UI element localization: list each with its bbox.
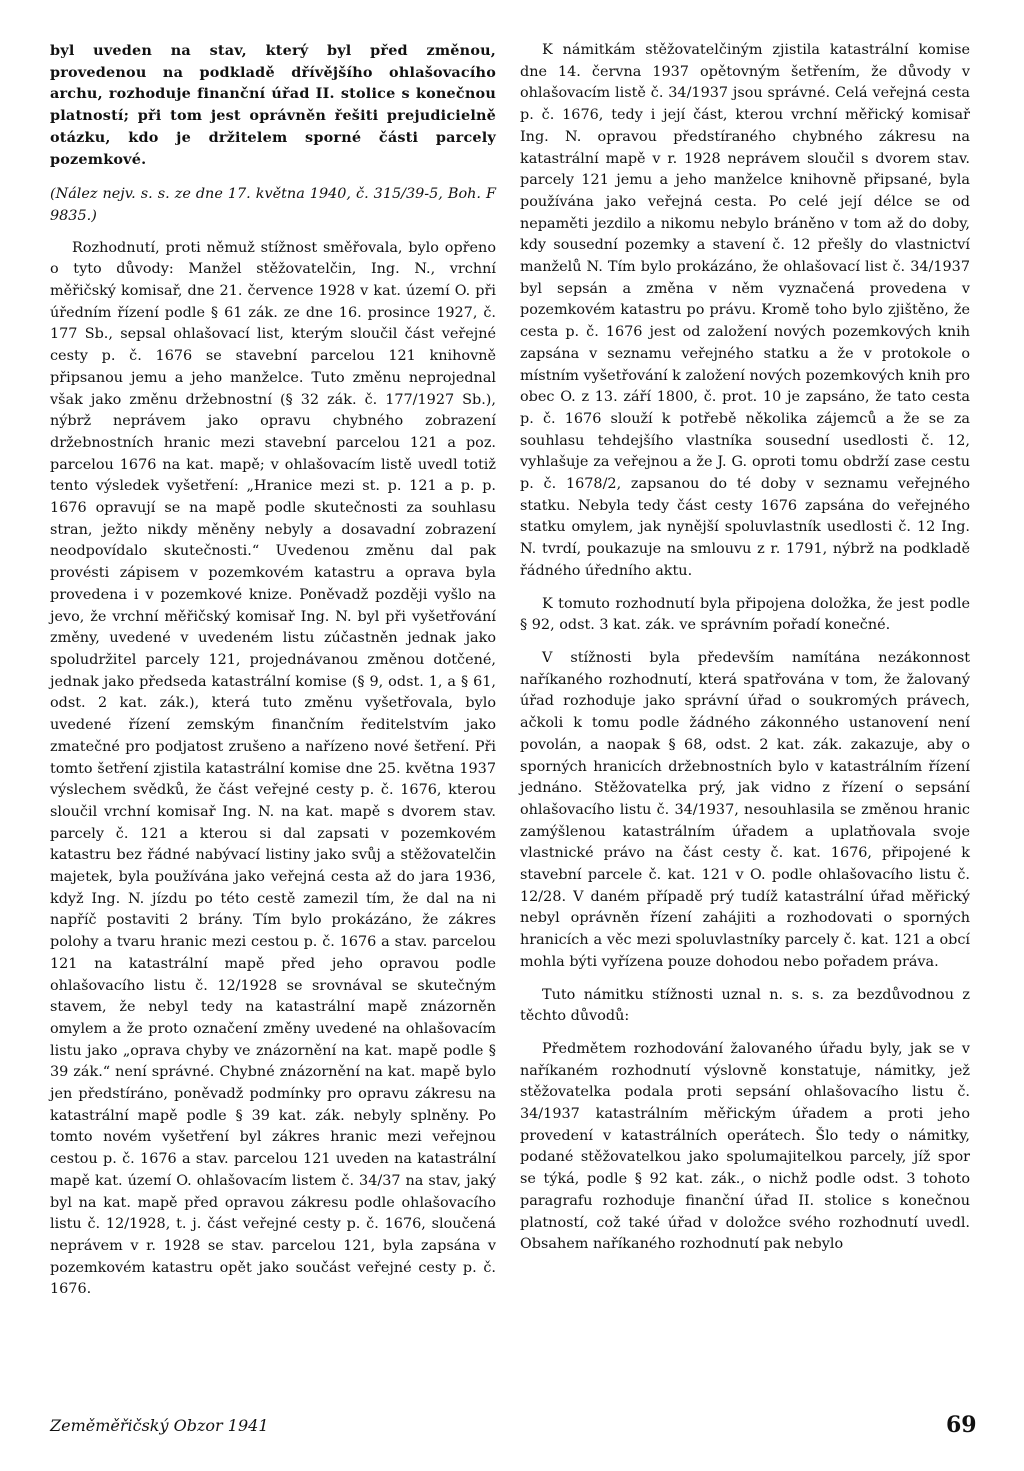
body-paragraph: K námitkám stěžovatelčiným zjistila katastrální komise dne 14. června 1937 opětovným šetřením, že důvody v ohlašovacím listě č. 34/1937 jsou správné. Celá veřejná cesta p. č. 1676, tedy i její část, kterou vrchní měřický komisař Ing. N. opravou předstíraného chybného zákresu na katastrální mapě v r. 1928 neprávem sloučil s dvorem stav. parcely 121 jemu a jeho manželce knihovně připsané, byla používána jako veřejná cesta. Po celé její délce se od nepaměti jezdilo a nikomu nebylo bráněno v tom až do doby, kdy sousední pozemky a stavení č. 12 přešly do vlastnictví manželů N. Tím bylo prokázáno, že ohlašovací list č. 34/1937 byl sepsán a změna v něm vyznačená provedena v pozemkovém katastru po právu. Kromě toho bylo zjištěno, že cesta p. č. 1676 jest od založení nových pozemkových knih zapsána v seznamu veřejného statku a že v protokole o místním vyšetřování k založení nových pozemkových knih pro obec O. z 13. září 1800, č. prot. 10 je zapsáno, že tato cesta p. č. 1676 slouží k potřebě několika zájemců a že se za souhlasu tehdejšího vlastníka sousední usedlosti č. 12, vyhlašuje za veřejnou a že J. G. oproti tomu obdrží zase cestu p. č. 1678/2, zapsanou do té doby v seznamu veřejného statku. Nebyla tedy část cesty 1676 zapsána do veřejného statku omylem, jak nynější spoluvlastník usedlosti č. 12 Ing. N. tvrdí, poukazuje na smlouvu z r. 1791, nýbrž na podkladě řádného úředního aktu. <box>520 42 970 579</box>
ruling-summary: byl uveden na stav, který byl před změnou, provedenou na podkladě dřívějšího ohlašovacího archu, rozhoduje finanční úřad II. stolice s konečnou platností; při tom jest oprávněn řešiti prejudicielně otázku, kdo je držitelem sporné části parcely pozemkové. <box>50 42 496 168</box>
body-paragraph: Tuto námitku stížnosti uznal n. s. s. za bezdůvodnou z těchto důvodů: <box>520 986 970 1025</box>
body-paragraph: Předmětem rozhodování žalovaného úřadu byly, jak se v naříkaném rozhodnutí výslovně konstatuje, námitky, jež stěžovatelka podala proti sepsání ohlašovacího listu č. 34/1937 katastrálním měřickým úřadem a proti jeho provedení v katastrálních operátech. Šlo tedy o námitky, podané stěžovatelkou jako spolumajitelkou parcely, jíž spor se týká, podle § 92 kat. zák., o nichž podle odst. 3 tohoto paragrafu rozhoduje finanční úřad II. stolice s konečnou platností, což také úřad v doložce svého rozhodnutí uvedl. Obsahem naříkaného rozhodnutí pak nebylo <box>520 1040 970 1253</box>
right-column <box>520 40 970 1256</box>
page-number: 69 <box>946 1412 977 1438</box>
citation: (Nález nejv. s. s. ze dne 17. května 1940, č. 315/39-5, Boh. F 9835.) <box>50 186 496 224</box>
body-paragraph: K tomuto rozhodnutí byla připojena doložka, že jest podle § 92, odst. 3 kat. zák. ve správním pořadí konečné. <box>520 595 970 634</box>
body-paragraph: Rozhodnutí, proti němuž stížnost směřovala, bylo opřeno o tyto důvody: Manžel stěžovatelčin, Ing. N., vrchní měřičský komisař, dne 21. července 1928 v kat. území O. při úředním řízení podle § 61 zák. ze dne 16. prosince 1927, č. 177 Sb., sepsal ohlašovací list, kterým sloučil část veřejné cesty p. č. 1676 se stavební parcelou 121 knihovně připsanou jemu a jeho manželce. Tuto změnu neprojednal však jako změnu držebnostní (§ 32 zák. č. 177/1927 Sb.), nýbrž neprávem jako opravu chybného zobrazení držebnostních hranic mezi stavební parcelou 121 a poz. parcelou 1676 na kat. mapě; v ohlašovacím listě uvedl totiž tento výsledek vyšetření: „Hranice mezi st. p. 121 a p. p. 1676 opravují se na mapě podle skutečnosti za souhlasu stran, ježto nikdy měněny nebyly a dosavadní zobrazení neodpovídalo skutečnosti.“ Uvedenou změnu dal pak provésti zápisem v pozemkovém katastru a oprava byla provedena i v pozemkové knize. Poněvadž později vyšlo na jevo, že vrchní měřičský komisař Ing. N. byl při vyšetřování změny, uvedené v uvedeném listu zúčastněn jednak jako spoludržitel parcely 121, projednávanou změnou dotčené, jednak jako předseda katastrální komise (§ 9, odst. 1, a § 61, odst. 2 kat. zák.), která tuto změnu vyšetřovala, bylo uvedené řízení zemským finančním ředitelstvím jako zmatečné pro podjatost zrušeno a nařízeno nové šetření. Při tomto šetření zjistila katastrální komise dne 25. května 1937 výslechem svědků, že část veřejné cesty p. č. 1676, kterou sloučil vrchní komisař Ing. N. na kat. mapě s dvorem stav. parcely č. 121 a kterou si dal zapsati v pozemkovém katastru bez řádné nabývací listiny jako svůj a stěžovatelčin majetek, byla používána jako veřejná cesta až do jara 1936, když Ing. N. jízdu po této cestě zamezil tím, že dal na ni napříč postaviti 2 brány. Tím bylo prokázáno, že zákres polohy a tvaru hranic mezi cestou p. č. 1676 a stav. parcelou 121 na katastrální mapě před jeho opravou podle ohlašovacího listu č. 12/1928 se srovnával se skutečným stavem, že nebyl tedy na katastrální mapě znázorněn omylem a že proto označení změny uvedené na ohlašovacím listu jako „oprava chyby ve znázornění na kat. mapě podle § 39 zák.“ není správné. Chybné znázornění na kat. mapě bylo jen předstíráno, poněvadž podmínky pro opravu zákresu na katastrální mapě podle § 39 kat. zák. nebyly splněny. Po tomto novém vyšetření byl zákres hranic mezi veřejnou cestou p. č. 1676 a stav. parcelou 121 uveden na katastrální mapě kat. území O. ohlašovacím listem č. 34/37 na stav, jaký byl na kat. mapě před opravou zákresu podle ohlašovacího listu č. 12/1928, t. j. část veřejné cesty p. č. 1676, sloučená neprávem v r. 1928 se stav. parcelou 121, byla zapsána v pozemkovém katastru opět jako součást veřejné cesty p. č. 1676. <box>50 239 496 1298</box>
body-paragraph: V stížnosti byla především namítána nezákonnost naříkaného rozhodnutí, která spatřována v tom, že žalovaný úřad rozhoduje jako správní úřad o soukromých právech, ačkoli k tomu podle žádného zákonného ustanovení není povolán, a naopak § 68, odst. 2 kat. zák. zakazuje, aby o sporných hranicích držebnostních bylo v katastrálním řízení jednáno. Stěžovatelka prý, jak vidno z řízení o sepsání ohlašovacího listu č. 34/1937, nesouhlasila se změnou hranic zamýšlenou katastrálním úřadem a uplatňovala svoje vlastnické právo na část cesty č. kat. 1676, připojené k stavební parcele č. kat. 121 v O. podle ohlašovacího listu č. 12/28. V daném případě prý tudíž katastrální úřad měřický nebyl oprávněn řízení zahájiti a rozhodovati o sporných hranicích a věc mezi spoluvlastníky parcely č. kat. 121 a obcí mohla býti vyřízena pouze dohodou nebo pořadem práva. <box>520 649 970 970</box>
journal-title: Zeměměřičský Obzor 1941 <box>50 1416 269 1435</box>
left-column <box>50 40 496 1301</box>
